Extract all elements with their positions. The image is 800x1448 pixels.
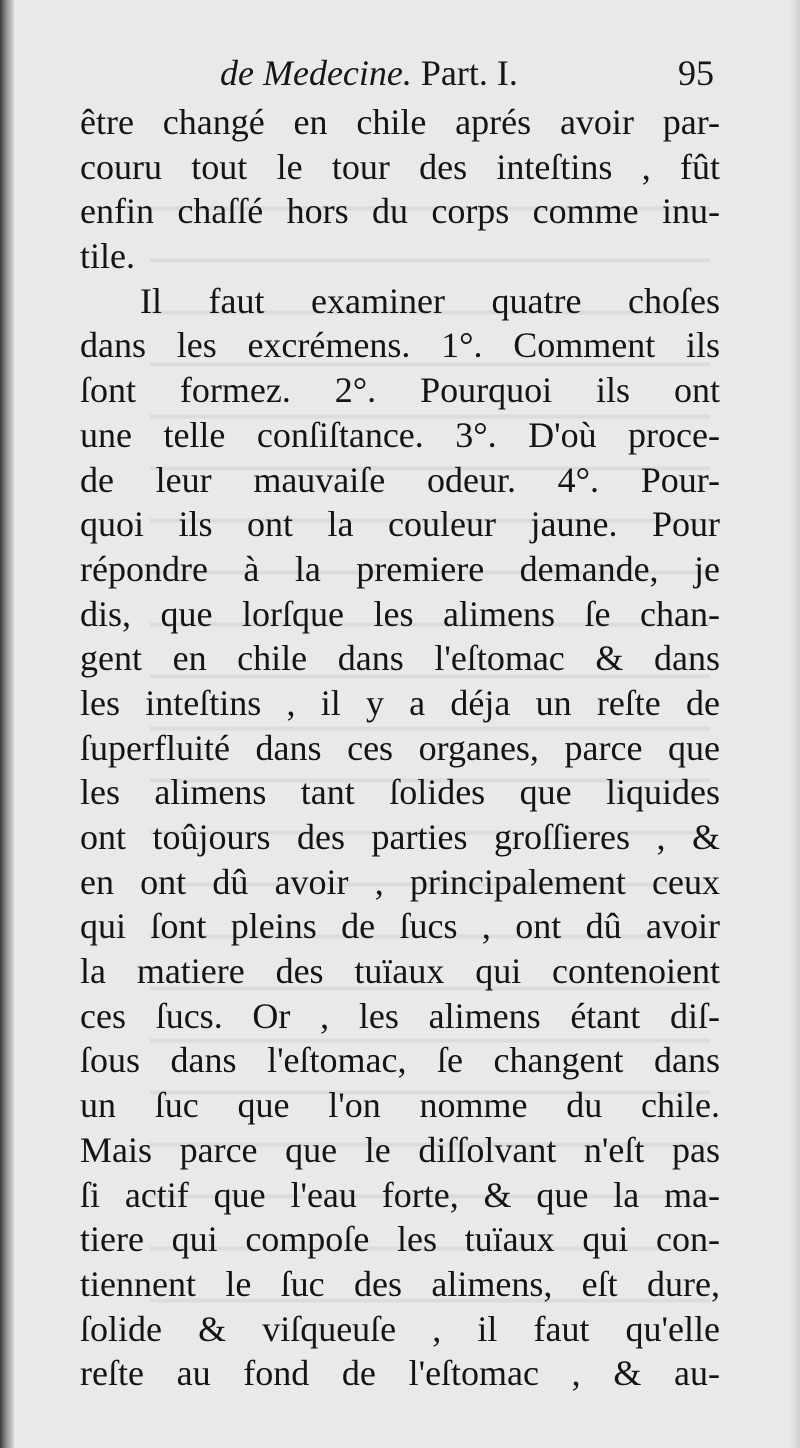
text-line: tile.	[80, 236, 135, 277]
text-line: ſi actif que l'eau forte, & que la ma-	[80, 1174, 720, 1215]
text-line: ſont formez. 2°. Pourquoi ils ont	[80, 370, 720, 411]
text-line: enfin chaſſé hors du corps comme inu-	[80, 191, 720, 232]
running-head	[80, 52, 720, 102]
text-line: ces ſucs. Or , les alimens étant diſ-	[80, 995, 720, 1036]
text-line: ſolide & viſqueuſe , il faut qu'elle	[80, 1308, 720, 1349]
text-line: ont toûjours des parties groſſieres , &	[80, 817, 720, 857]
text-line: la matiere des tuïaux qui contenoient	[80, 951, 720, 992]
text-line: couru tout le tour des inteſtins , fût	[80, 146, 720, 187]
running-title	[220, 52, 518, 94]
text-line: tiere qui compoſe les tuïaux qui con-	[80, 1219, 720, 1260]
text-line: tiennent le ſuc des alimens, eſt dure,	[80, 1263, 720, 1304]
text-line: les alimens tant ſolides que liquides	[80, 772, 720, 813]
text-line: un ſuc que l'on nomme du chile.	[80, 1085, 720, 1126]
text-line: ſuperfluité dans ces organes, parce que	[80, 727, 720, 768]
body-text	[80, 100, 720, 1396]
text-line: être changé en chile aprés avoir par-	[80, 102, 720, 142]
text-line: reſte au fond de l'eſtomac , & au-	[80, 1353, 720, 1394]
text-line: quoi ils ont la couleur jaune. Pour	[80, 504, 720, 545]
running-title-italic: de Medecine.	[220, 53, 412, 93]
page-edge	[790, 0, 800, 1448]
text-line: dis, que lorſque les alimens ſe chan-	[80, 593, 720, 634]
text-line: répondre à la premiere demande, je	[80, 548, 720, 589]
text-line: une telle conſiſtance. 3°. D'où proce-	[80, 414, 720, 455]
text-line: en ont dû avoir , principalement ceux	[80, 861, 720, 902]
page-gutter-shadow	[0, 0, 14, 1448]
text-line: dans les excrémens. 1°. Comment ils	[80, 325, 720, 366]
text-line: qui ſont pleins de ſucs , ont dû avoir	[80, 906, 720, 947]
text-line: ſous dans l'eſtomac, ſe changent dans	[80, 1040, 720, 1081]
text-line: gent en chile dans l'eſtomac & dans	[80, 638, 720, 679]
text-line: de leur mauvaiſe odeur. 4°. Pour-	[80, 459, 720, 500]
running-title-part: Part. I.	[420, 53, 518, 93]
paragraph-start-line: Il faut examiner quatre choſes	[140, 280, 720, 321]
page-number: 95	[678, 53, 714, 93]
text-line: Mais parce que le diſſolvant n'eſt pas	[80, 1129, 720, 1170]
text-line: les inteſtins , il y a déja un reſte de	[80, 682, 720, 723]
